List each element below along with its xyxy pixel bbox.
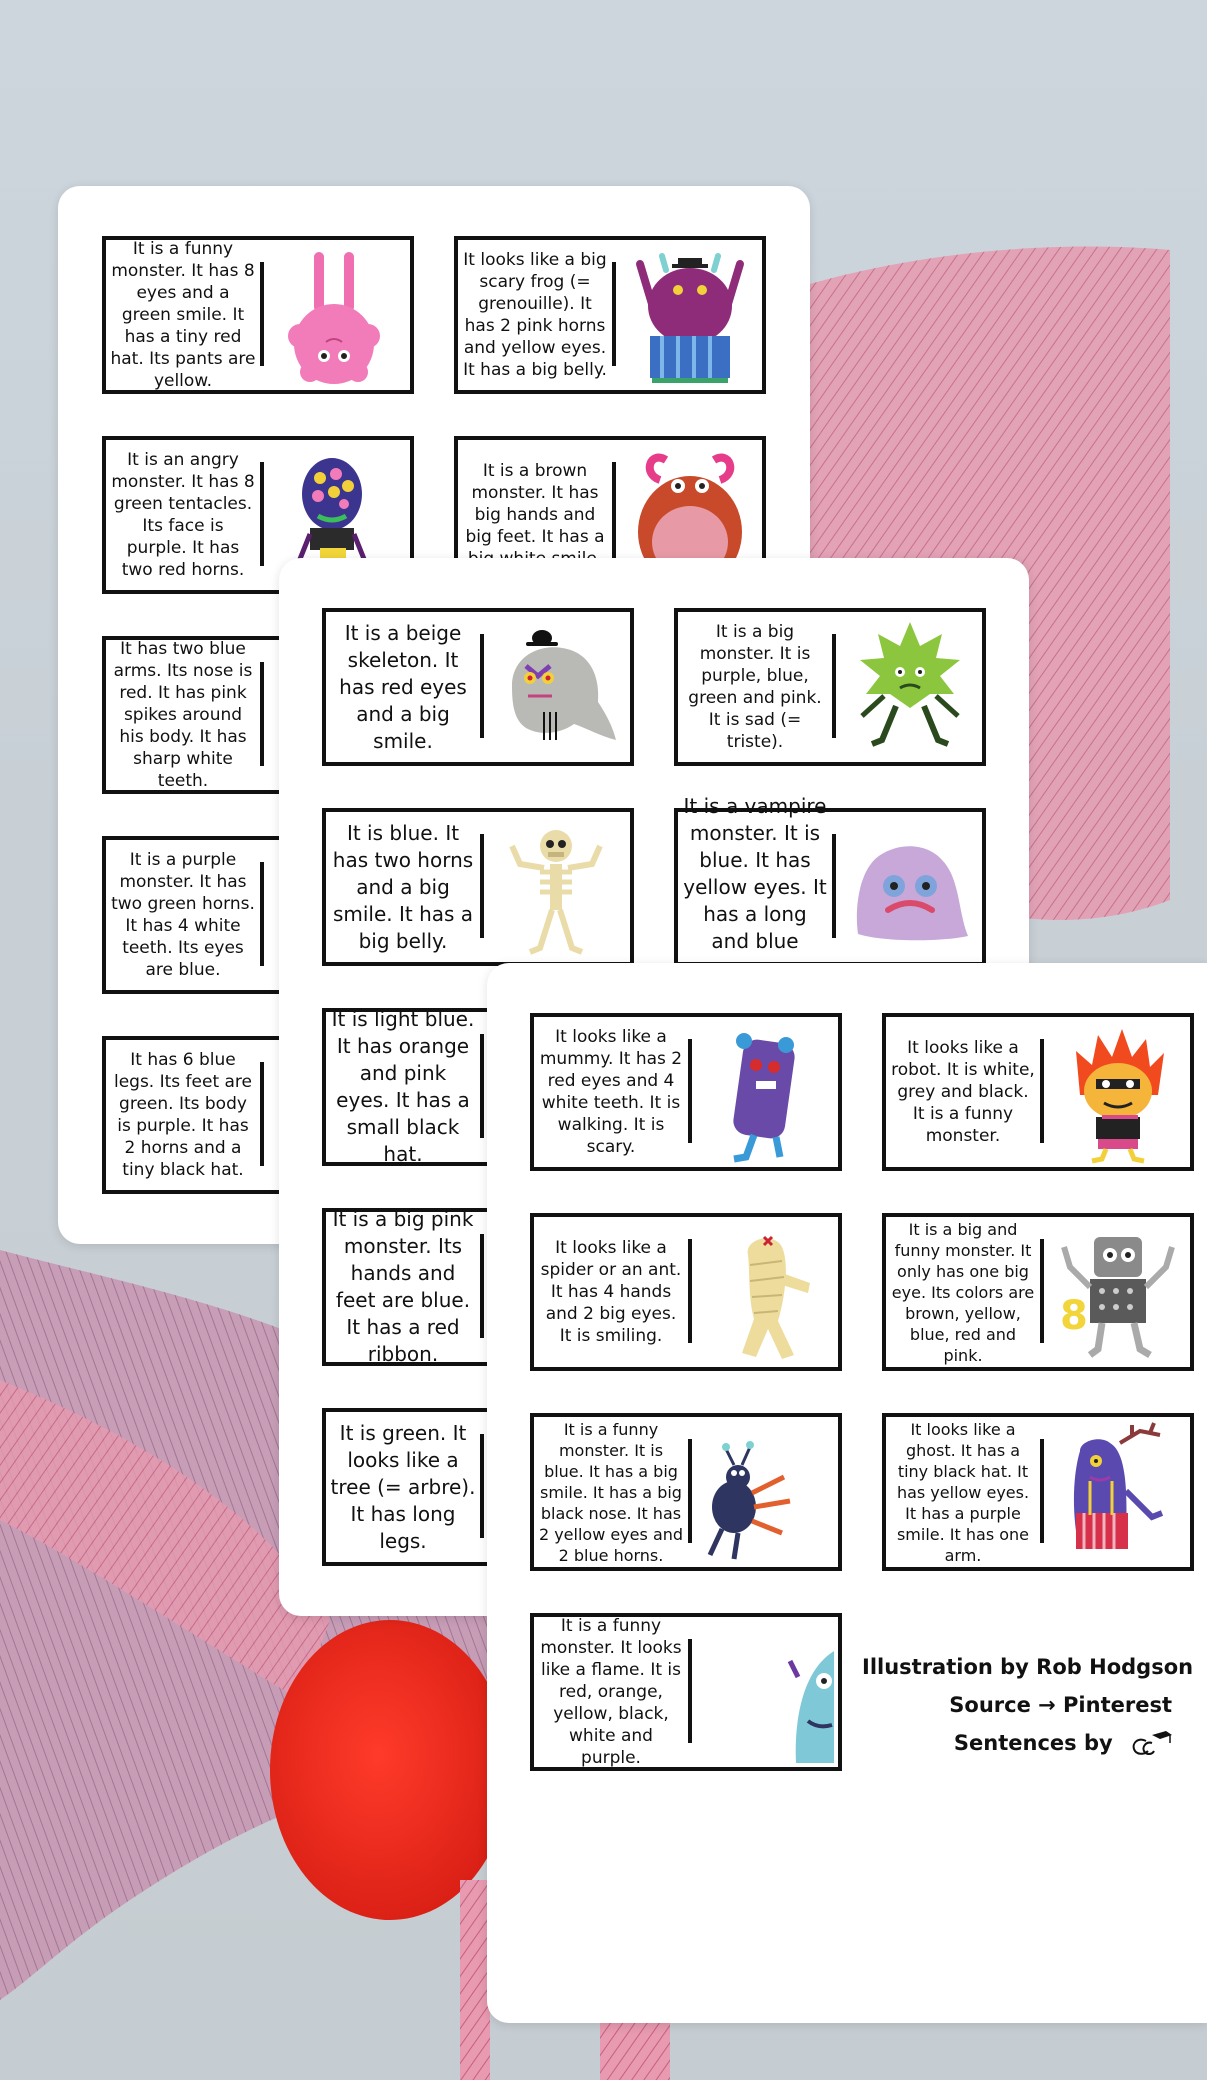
monster-card [322,808,634,966]
sentences-credit [862,1724,1172,1762]
card-sentence: It is blue. It has two horns and a big smile. It has a big belly. [332,820,474,953]
grey-ghost-illustration [490,616,626,758]
card-divider [1040,1239,1044,1343]
card-divider [480,1234,484,1338]
monster-card [530,1413,842,1571]
worksheet-page-3 [487,963,1207,2023]
graduation-cap-logo-icon [1126,1729,1172,1759]
purple-walking-monster-illustration [698,1021,834,1163]
monster-card [530,1013,842,1171]
credits-block [862,1648,1194,1762]
card-sentence: It is a beige skeleton. It has red eyes and a big smile. [339,620,467,753]
card-divider [260,262,264,366]
card-sentence: It is a big monster. It is purple, blue, green and pink. It is sad (= triste). [688,622,822,752]
card-divider [260,662,264,766]
card-sentence: It is light blue. It has orange and pink eyes. It has a small black hat. [331,1007,475,1166]
card-divider [1040,1039,1044,1143]
beige-skeleton-illustration [490,816,626,958]
card-sentence: It is an angry monster. It has 8 green tentacles. Its face is purple. It has two red horns. [111,450,255,580]
card-sentence: It has two blue arms. Its nose is red. It has pink spikes around his body. It has sharp white teeth. [113,639,253,791]
card-sentence: It looks like a mummy. It has 2 red eyes and 4 white teeth. It is walking. It is scary. [539,1027,683,1157]
antlered-monster-illustration [1050,1421,1186,1563]
card-divider [832,834,836,938]
card-sentence: It has 6 blue legs. Its feet are green. Its body is purple. It has 2 horns and a tiny black hat. [113,1050,253,1180]
sad-lilac-blob-illustration [842,816,978,958]
card-divider [1040,1439,1044,1543]
card-divider [260,862,264,966]
card-sentence: It looks like a big scary frog (= grenouille). It has 2 pink horns and yellow eyes. It has a big belly. [463,250,607,380]
card-sentence: It is a funny monster. It has 8 eyes and a green smile. It has a tiny red hat. Its pants are yellow. [110,239,256,391]
monster-card [882,1413,1194,1571]
card-divider [480,1034,484,1138]
card-sentence: It looks like a spider or an ant. It has 4 hands and 2 big eyes. It is smiling. [540,1238,682,1346]
card-divider [688,1039,692,1143]
card-sentence: It is a big pink monster. Its hands and feet are blue. It has a red ribbon. [332,1207,474,1366]
monster-card [674,608,986,766]
monster-card [530,1213,842,1371]
grey-robot-illustration [1050,1221,1186,1363]
monster-card [322,608,634,766]
illustration-credit: Illustration by Rob Hodgson [862,1655,1194,1679]
source-credit: Source → Pinterest [949,1693,1172,1717]
card-sentence: It looks like a robot. It is white, grey and black. It is a funny monster. [891,1038,1035,1146]
purple-frog-monster-illustration [622,244,758,386]
card-divider [688,1639,692,1743]
card-sentence: It looks like a ghost. It has a tiny black hat. It has yellow eyes. It has a purple smile. It has one arm. [896,1419,1030,1565]
card-divider [480,1434,484,1538]
monster-card [102,236,414,394]
monster-card [530,1613,842,1771]
card-sentence: It is a funny monster. It is blue. It has a big smile. It has a big black nose. It has 2 yellow eyes and 2 blue horns. [538,1419,684,1565]
card-sentence: It is a big and funny monster. It only has one big eye. Its colors are brown, yellow, blue, red and pink. [891,1219,1035,1365]
card-divider [832,634,836,738]
card-sentence: It is a brown monster. It has big hands and big feet. It has a [465,461,605,547]
card-divider [688,1239,692,1343]
monster-card [882,1213,1194,1371]
sentences-credit-label: Sentences by [953,1731,1113,1755]
monster-card [882,1013,1194,1171]
green-spiky-monster-illustration [842,616,978,758]
card-divider [612,462,616,566]
card-divider [260,1062,264,1166]
card-sentence: It is a purple monster. It has two green horns. It has 4 white teeth. Its eyes are blue. [111,850,255,980]
blue-one-eyed-monster-illustration [698,1621,834,1763]
card-sentence: It is green. It looks like a tree (= arbre). It has long legs. [330,1420,476,1553]
yellow-mummy-illustration [698,1221,834,1363]
spider-monster-illustration [698,1421,834,1563]
card-divider [480,834,484,938]
card-divider [480,634,484,738]
card-divider [260,462,264,566]
card-divider [688,1439,692,1543]
monster-card [454,236,766,394]
card-sentence: It is a vampire monster. It is blue. It has yellow eyes. It has a long and blue [683,793,827,953]
pink-upside-down-monster-illustration [270,244,406,386]
flame-monster-illustration [1050,1021,1186,1163]
card-divider [612,262,616,366]
card-sentence: It is a funny monster. It looks like a flame. It is red, orange, yellow, black, white and purple. [540,1616,682,1768]
svg-text:8: 8 [1060,1293,1088,1339]
monster-card [674,793,986,966]
